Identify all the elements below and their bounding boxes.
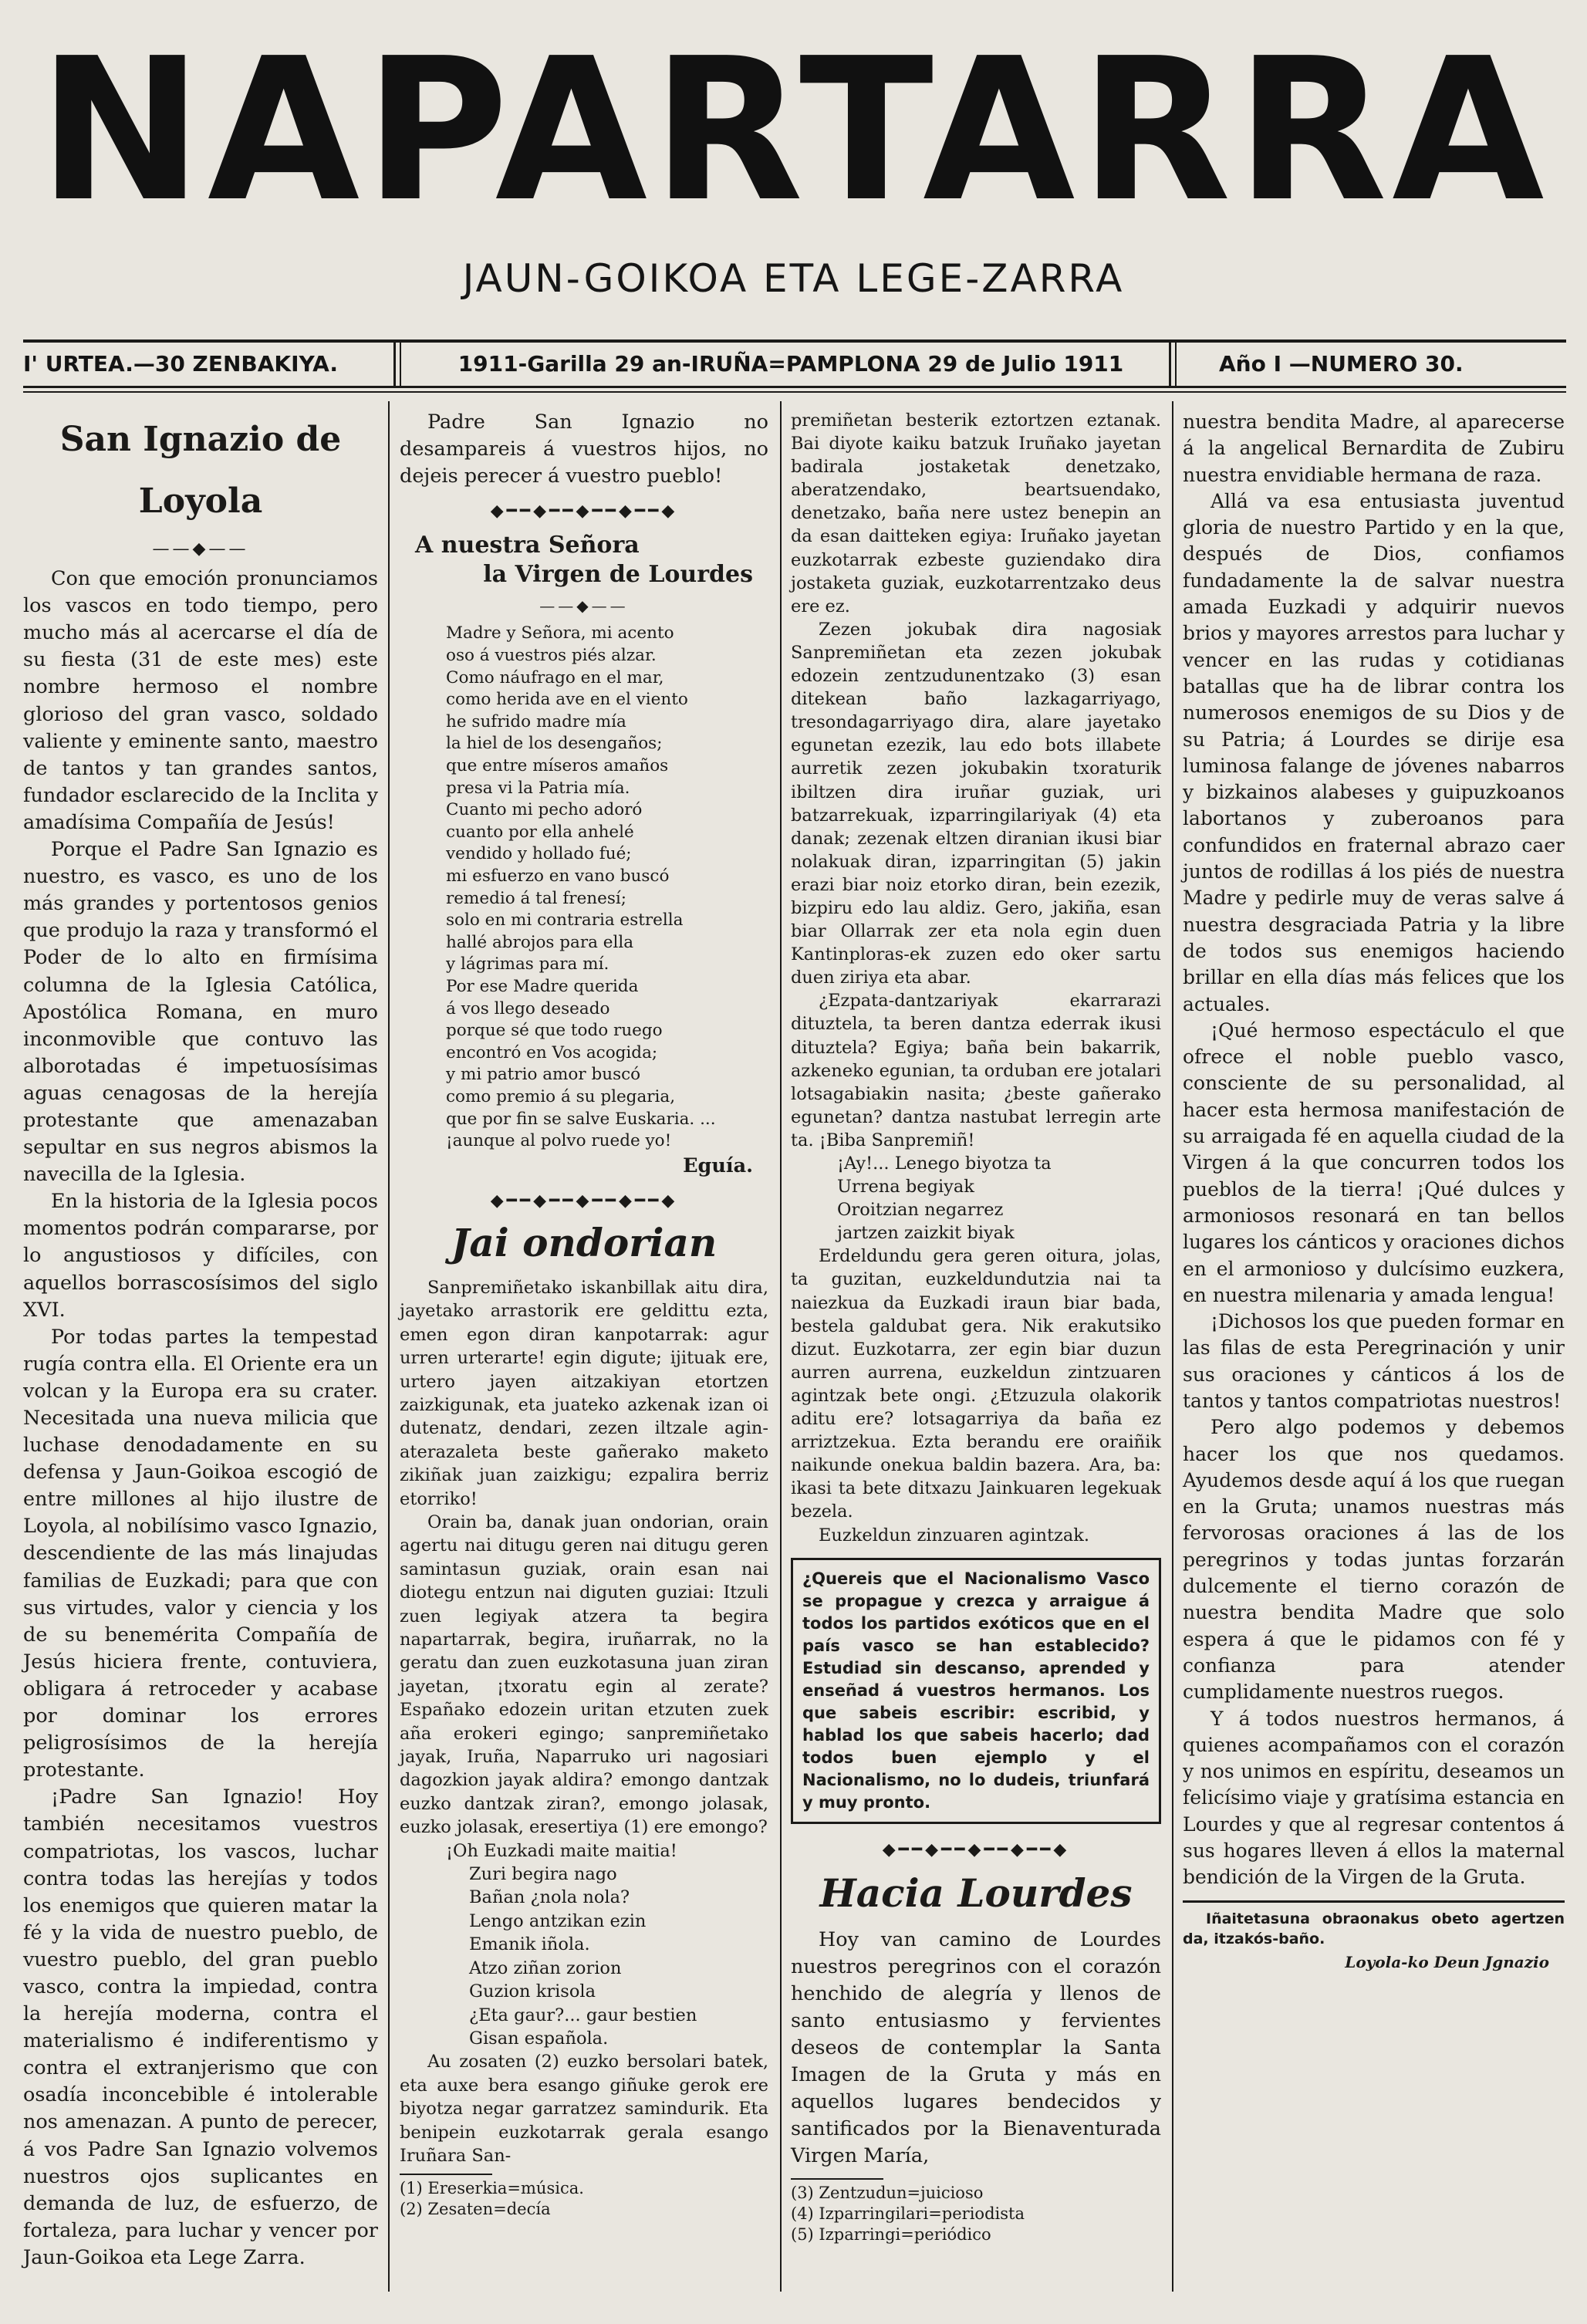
verse-line: Atzo ziñan zorion — [469, 1957, 622, 1978]
article-heading-hacia-lourdes: Hacia Lourdes — [819, 1870, 1133, 1916]
poem-signature: Eguía. — [683, 1154, 753, 1177]
poem-line: Por ese Madre querida — [446, 976, 639, 996]
dateline-divider-2 — [1169, 343, 1171, 386]
poem-line: y mi patrio amor buscó — [446, 1065, 641, 1085]
ornament: ——◆—— — [539, 596, 629, 616]
dateline-divider-2b — [1175, 343, 1177, 386]
verse-line: Lengo antzikan ezin — [469, 1910, 647, 1931]
poem-line: y lágrimas para mí. — [446, 954, 609, 975]
paragraph: Zezen jokubak dira nagosiak Sanpremiñetan eta zezen jokubak edozein zentzudunentzako (3) esan ditekean baño lazkagarriyago, tresondagarriyago dira, alare jayetako egunetan ezezik, lau edo bots illabete aurretik zezen jokubakin txoraturik ibiltzen dira iruñar guziak, uri batzarrekuak, izparringilariyak (4) eta danak; zezenak eltzen diranian ikusi biar nolakuak diran, izparringitan (5) jakin erazi biar noiz etorko diran, bein ezezik, bizpiru edo lau aldiz. Gero, jakiña, esan biar Ollarrak zer eta nola egin duen Kantinploras-ek zuzen edo oker sartu duen ziriya eta abar. — [791, 619, 1161, 988]
poem-line: he sufrido madre mía — [446, 711, 626, 731]
masthead-subtitle: JAUN-GOIKOA ETA LEGE-ZARRA — [462, 256, 1125, 301]
dateline-bottom-rule-2 — [23, 391, 1566, 393]
masthead-title: NAPARTARRA — [38, 16, 1549, 245]
paragraph: Con que emoción pronunciamos los vascos en todo tiempo, pero mucho más al acercarse el día de su fiesta (31 de este mes) este nombre hermoso el nombre glorioso del gran vasco, soldado valiente y eminente santo, maestro de tantos y tan grandes santos, fundador esclarecido de la Inclita y amadísima Compañía de Jesús! — [23, 567, 378, 834]
dateline-year-number: Año I —NUMERO 30. — [1219, 351, 1464, 377]
verse-line: Emanik iñola. — [469, 1934, 590, 1955]
poem-line: la hiel de los desengaños; — [446, 734, 663, 754]
poem-line: presa vi la Patria mía. — [446, 778, 630, 798]
dateline-bottom-rule — [23, 386, 1566, 388]
motto: Iñaitetasuna obraonakus obeto agertzen da, itzakós-baño. — [1183, 1910, 1565, 1947]
verse-line: jartzen zaizkit biyak — [837, 1223, 1015, 1244]
paragraph: ¡Qué hermoso espectáculo el que ofrece el noble pueblo vasco, consciente de su personalidad, al hacer esta hermosa manifestación de su arraigada fé en aquella ciudad de la Virgen á la que concurren todos los pueblos de la tierra! ¡Qué dulces y armoniosos resonará en tan bellos lugares los cánticos y oraciones dichos en el armonioso y dulcísimo euzkera, en nuestra milenaria y amada lengua! — [1183, 1018, 1565, 1306]
paragraph: En la historia de la Iglesia pocos momentos podrán compararse, por lo angustiosos y difíciles, con aquellos borrascosísimos del siglo XVI. — [23, 1190, 378, 1322]
poem-line: vendido y hollado fué; — [446, 844, 632, 864]
column-rule-3 — [1172, 401, 1173, 2292]
paragraph: Padre San Ignazio no desampareis á vuestros hijos, no dejeis perecer á vuestro pueblo! — [400, 410, 768, 488]
ornament: ◆━━◆━━◆━━◆━━◆ — [882, 1839, 1070, 1860]
poem-line: solo en mi contraria estrella — [446, 910, 684, 931]
poem — [400, 623, 768, 1152]
poem-line: remedio á tal frenesí; — [446, 888, 627, 908]
paragraph: ¿Ezpata-dantzariyak ekarrarazi dituztela, ta beren dantza ederrak ikusi dituztela? Egiya; baña bein bakarrik, azkeneko egunian, ta orduban ere jotalari lotsagabiakin nasita; ¿beste gañerako egunetan? dantza nastubat lerregin arte ta. ¡Biba Sanpremiñ! — [791, 991, 1161, 1150]
poem-line: encontró en Vos acogida; — [446, 1042, 658, 1062]
footnote-rule — [791, 2178, 883, 2180]
poem-heading-line-2: la Virgen de Lourdes — [483, 561, 753, 589]
verse-line: Urrena begiyak — [837, 1177, 974, 1197]
dateline-top-rule — [23, 339, 1566, 343]
article-heading-jai-ondorian: Jai ondorian — [451, 1219, 718, 1265]
ornament: ◆━━◆━━◆━━◆━━◆ — [490, 1191, 678, 1211]
verse-line: Guzion krisola — [469, 1981, 596, 2002]
paragraph: premiñetan besterik eztortzen eztanak. Bai diyote kaiku batzuk Iruñako jayetan badirala jostaketak denetzako, aberatzendako, beartsuendako, denetzako, baña nere ustez benepin an da esan daitteken egiya: Iruñako jayetan euzkotarrak ezbeste guziendako dira jostaketa guziak, euzkotarrentzako deus ere ez. — [791, 410, 1161, 616]
ornament: ——◆—— — [152, 539, 249, 559]
dateline-divider-1b — [400, 343, 401, 386]
poem-line: Madre y Señora, mi acento — [446, 623, 674, 643]
column-rule-2 — [780, 401, 782, 2292]
poem-line: que por fin se salve Euskaria. ... — [446, 1109, 716, 1129]
footnote-rule — [400, 2174, 492, 2175]
column-4 — [1183, 409, 1565, 1976]
verse-line: Bañan ¿nola nola? — [469, 1887, 630, 1908]
hacia-lourdes-continued — [1183, 409, 1565, 1891]
dateline-date: 1911-Garilla 29 an-IRUÑA=PAMPLONA 29 de Julio 1911 — [458, 351, 1124, 377]
poem-line: que entre míseros amaños — [446, 756, 669, 776]
footnote: (2) Zesaten=decía — [400, 2200, 551, 2219]
verse-line: ¿Eta gaur?... gaur bestien — [469, 2005, 697, 2025]
paragraph: Au zosaten (2) euzko bersolari batek, eta auxe bera esango giñuke gerok ere biyotza negar garratzez samindurik. Eta benipein euzkotarrak gerala esango Iruñara San- — [400, 2052, 768, 2166]
dateline-divider-1 — [393, 343, 396, 386]
ornament: ◆━━◆━━◆━━◆━━◆ — [490, 502, 678, 522]
paragraph: Porque el Padre San Ignazio es nuestro, es vasco, es uno de los más grandes y portentosos genios que produjo la raza y transformó el Poder de lo alto en firmísima columna de la Iglesia Católica, Apostólica Romana, en muro inconmovible que contuvo las alborotadas é impetuosísimas aguas cenagosas de la herejía protestante que amenazaban sepultar en sus negros abismos la navecilla de la Iglesia. — [23, 838, 378, 1187]
poem-line: porque sé que todo ruego — [446, 1021, 663, 1041]
paragraph: Hoy van camino de Lourdes nuestros peregrinos con el corazón henchido de alegría y llenos de santo entusiasmo y fervientes deseos de contemplar la Santa Imagen de la Gruta y más en aquellos lugares bendecidos y santificados por la Bienaventurada Virgen María, — [791, 1927, 1161, 2168]
motto-rule — [1183, 1900, 1565, 1903]
article-heading-san-ignazio: San Ignazio de Loyola — [59, 420, 342, 521]
notice-text: ¿Quereis que el Nacionalismo Vasco se propague y crezca y arraigue á todos los partidos exóticos que en el país vasco se han establecido? Estudiad sin descanso, aprended y enseñad á vuestros hermanos. Los que sabeis escribir: escribid, y hablad los que sabeis hacerlo; dad todos buen ejemplo y el Nacionalismo, no lo dudeis, triunfará y muy pronto. — [802, 1569, 1150, 1812]
paragraph: Y á todos nuestros hermanos, á quienes acompañamos con el corazón y nos unimos en espíritu, deseamos un felicísimo viaje y gratísima estancia en Lourdes y que al regresar contentos á sus hogares lleven á ellos la maternal bendición de la Virgen de la Gruta. — [1183, 1707, 1565, 1889]
nationalism-notice-box — [791, 1558, 1161, 1824]
jai-ondorian-body — [400, 1276, 768, 2167]
dateline-issue: I' URTEA.—30 ZENBAKIYA. — [23, 351, 338, 377]
paragraph: Allá va esa entusiasta juventud gloria de nuestro Partido y en la que, después de Dios, confiamos fundadamente la de salvar nuestra amada Euzkadi y adquirir nuevos brios y mayores arrestos para luchar y vencer en las rudas y cotidianas batallas que ha de librar contra los numerosos enemigos de su Dios y de su Patria; á Lourdes se dirije esa luminosa falange de jóvenes nabarros y bizkainos alabeses y guipuzkoanos labortanos y zuberoanos para confundidos en fraternal abrazo caer juntos de rodillas á los piés de nuestra Madre y pedirle muy de veras salve á nuestra desgraciada Patria y la libre de todos sus enemigos haciendo brillar en ella días más felices que los actuales. — [1183, 489, 1565, 1015]
paragraph: Euzkeldun zinzuaren agintzak. — [819, 1525, 1090, 1545]
verse-line: ¡Oh Euzkadi maite maitia! — [446, 1840, 677, 1861]
footnotes — [400, 2178, 768, 2220]
poem-heading-line-1: A nuestra Señora — [415, 532, 640, 559]
footnote: (4) Izparringilari=periodista — [791, 2204, 1025, 2223]
poem-line: Cuanto mi pecho adoró — [446, 800, 643, 820]
poem-line: oso á vuestros piés alzar. — [446, 646, 657, 666]
column-rule-1 — [388, 401, 390, 2292]
verse-line: Zuri begira nago — [469, 1864, 617, 1885]
column-3 — [791, 409, 1161, 2245]
poem-line: como herida ave en el viento — [446, 690, 688, 710]
verse-line: ¡Ay!... Lenego biyotza ta — [837, 1154, 1052, 1174]
paragraph: Orain ba, danak juan ondorian, orain agertu nai ditugu geren nai ditugu geren samintasun guziak, orain esan nai diotegu entzun nai diguten guziai: Itzuli zuen legiyak atzera ta begira napartarrak, begira, iruñarrak, no la geratu dan zuen euzkotasuna juan ziran jayetan, ¡txoratu egin al zerate? Españako edozein uritan etzuten zuek aña erokeri egingo; sanpremiñetako jayak, Iruña, Naparruko uri nagosiari dagozkion jayak aldira? emongo dantzak euzko dantzak ziran?, emongo jolasak, euzko jolasak, eresertiya (1) ere emongo? — [400, 1512, 768, 1838]
paragraph: ¡Padre San Ignazio! Hoy también necesitamos vuestros compatriotas, los vascos, luchar contra todas las herejías y todos los enemigos que quieren matar la fé y la vida de nuestro pueblo, de vuestro pueblo, del gran pueblo vasco, contra la impiedad, contra la herejía moderna, contra el materialismo é indiferentismo y contra el extranjerismo que con osadía inconcebible é intolerable nos amenazan. A punto de perecer, á vos Padre San Ignazio volvemos nuestros ojos suplicantes en demanda de luz, de esfuerzo, de fortaleza, para luchar y vencer por Jaun-Goikoa eta Lege Zarra. — [23, 1785, 378, 2269]
poem-line: á vos llego deseado — [446, 998, 610, 1018]
paragraph: Erdeldundu gera geren oitura, jolas, ta guzitan, euzkeldundutzia nai ta naiezkua da Euzkadi iraun biar bada, bestela galdubat gera. Nik erakutsiko dizut. Euzkotarra, zer egin biar duzun aurren aurrena, euzkeldun zintzuaren agintzak bete ongi. ¿Etzuzula olakorik aditu ere? lotsagarriya da baña ez arriztzekua. Ezta berandu ere oraiñik naikunde onekua baldin bazera. Ara, ba: ikasi ta bete ditxazu Jainkuaren legekuak bezela. — [791, 1246, 1161, 1522]
poem-line: cuanto por ella anhelé — [446, 822, 634, 842]
jai-ondorian-continued — [791, 409, 1161, 1547]
poem-line: mi esfuerzo en vano buscó — [446, 866, 670, 886]
poem-line: Como náufrago en el mar, — [446, 667, 664, 687]
paragraph: Sanpremiñetako iskanbillak aitu dira, jayetako arrastorik ere geldittu ezta, emen egon diran kanpotarrak: agur urren urterarte! egin digute; ijituak ere, urtero jayen aitzakiyan etortzen zaizkigunak, eta juateko azkenak izan oi dutenatz, dendari, zezen iltzale agin-aterazaleta beste gañerako maketo zikiñak juan zaizkigu; ezpalira berriz etorriko! — [400, 1277, 768, 1509]
footnote: (5) Izparringi=periódico — [791, 2224, 991, 2244]
verse-line: Oroitzian negarrez — [837, 1200, 1004, 1221]
poem-line: ¡aunque al polvo ruede yo! — [446, 1131, 672, 1151]
paragraph: ¡Dichosos los que pueden formar en las filas de esta Peregrinación y unir sus oraciones y cánticos á los de tantos y tantos compatriotas nuestros! — [1183, 1310, 1565, 1412]
column-1 — [23, 409, 378, 2272]
paragraph: Por todas partes la tempestad rugía contra ella. El Oriente era un volcan y la Europa era su crater. Necesitada una nueva milicia que luchase denodadamente en su defensa y Jaun-Goikoa escogió de entre millones al hijo ilustre de Loyola, al nobilísimo vasco Ignazio, descendiente de las más linajudas familias de Euzkadi; para que con sus virtudes, valor y ciencia y los de su benemérita Compañía de Jesús hiciera frente, contuviera, obligara á retroceder y acabase por dominar los errores peligrosísimos de la herejía protestante. — [23, 1325, 378, 1782]
footnote: (1) Ereserkia=música. — [400, 2179, 584, 2198]
motto-signature: Loyola-ko Deun Jgnazio — [1345, 1952, 1549, 1971]
paragraph: Pero algo podemos y debemos hacer los que nos quedamos. Ayudemos desde aquí á los que ruegan en la Gruta; unamos nuestras más fervorosas oraciones á las de los peregrinos y todas juntas forzarán dulcemente el tierno corazón de nuestra bendita Madre que solo espera á que le pidamos con fé y confianza para atender cumplidamente nuestros ruegos. — [1183, 1416, 1565, 1704]
footnote: (3) Zentzudun=juicioso — [791, 2183, 984, 2202]
footnotes — [791, 2183, 1161, 2245]
column-2 — [400, 409, 768, 2220]
paragraph: nuestra bendita Madre, al aparecerse á la angelical Bernardita de Zubiru nuestra envidiable hermana de raza. — [1183, 410, 1565, 486]
verse-line: Gisan española. — [469, 2028, 609, 2049]
poem-line: hallé abrojos para ella — [446, 932, 634, 952]
poem-line: como premio á su plegaria, — [446, 1086, 676, 1106]
